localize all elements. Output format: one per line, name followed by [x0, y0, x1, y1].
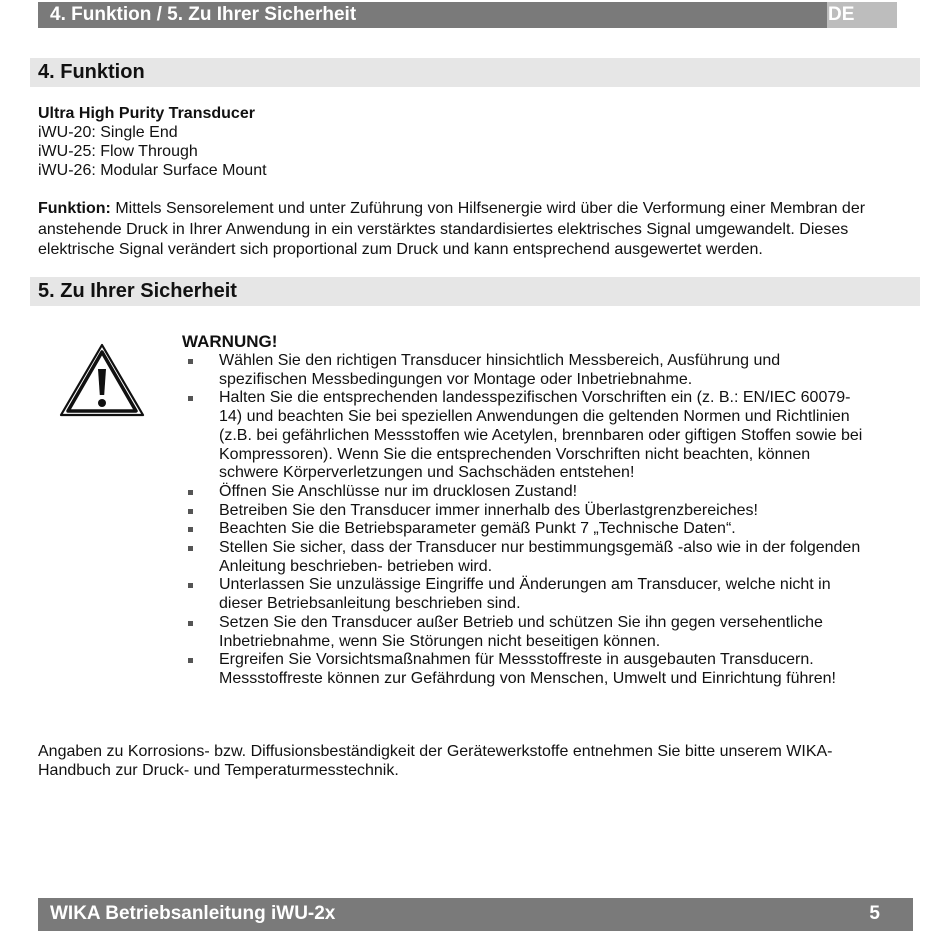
list-item: Betreiben Sie den Transducer immer innerhalb des Überlastgrenzbereiches! — [185, 502, 895, 521]
list-item: Halten Sie die entsprechenden landesspezifischen Vorschriften ein (z. B.: EN/IEC 60079- 14) und beachten Sie bei speziellen Anwendungen die geltenden Normen und Richtlinien (z.B. bei gefährlichen Messstoffen wie Acetylen, brennbaren oder giftigen Stoffen sowie bei Kompressoren). Wenn Sie die entsprechenden Vorschriften nicht beachten, können schwere Körperverletzungen und Sachschäden entstehen! — [185, 389, 895, 483]
list-item: Öffnen Sie Anschlüsse nur im drucklosen Zustand! — [185, 483, 895, 502]
section-heading-text: 5. Zu Ihrer Sicherheit — [38, 280, 237, 302]
note-paragraph — [38, 742, 908, 780]
bullet-square-icon — [188, 658, 193, 663]
section-heading-sicherheit — [30, 277, 920, 306]
model-list — [38, 104, 267, 180]
warning-triangle-icon — [58, 342, 146, 418]
list-item: Wählen Sie den richtigen Transducer hinsichtlich Messbereich, Ausführung und spezifischen Messbedingungen vor Montage oder Inbetriebnahme. — [185, 352, 895, 389]
safety-bullet-list — [185, 352, 895, 689]
page-header-title: 4. Funktion / 5. Zu Ihrer Sicherheit — [50, 4, 357, 25]
function-line: Funktion: Mittels Sensorelement und unter Zuführung von Hilfsenergie wird über die Verformung einer Membran der — [38, 200, 866, 217]
model-item: iWU-26: Modular Surface Mount — [38, 162, 267, 179]
footer-title: WIKA Betriebsanleitung iWU-2x — [50, 903, 336, 924]
bullet-square-icon — [188, 359, 193, 364]
note-line: Handbuch zur Druck- und Temperaturmesstechnik. — [38, 762, 399, 779]
function-label: Funktion: — [38, 200, 111, 217]
bullet-square-icon — [188, 546, 193, 551]
language-label: DE — [828, 4, 855, 25]
bullet-square-icon — [188, 509, 193, 514]
bullet-square-icon — [188, 583, 193, 588]
section-heading-text: 4. Funktion — [38, 61, 145, 83]
list-item: Stellen Sie sicher, dass der Transducer nur bestimmungsgemäß -also wie in der folgenden Anleitung beschrieben- betrieben wird. — [185, 539, 895, 576]
note-line: Angaben zu Korrosions- bzw. Diffusionsbeständigkeit der Gerätewerkstoffe entnehmen Sie bitte unserem WIKA- — [38, 743, 833, 760]
function-line: anstehende Druck in Ihrer Anwendung in ein verstärktes standardisiertes elektrisches Signal umgewandelt. Dieses — [38, 220, 849, 238]
function-paragraph — [38, 199, 908, 261]
list-item: Ergreifen Sie Vorsichtsmaßnahmen für Messstoffreste in ausgebauten Transducern. Messstoffreste können zur Gefährdung von Menschen, Umwelt und Einrichtung führen! — [185, 651, 895, 688]
page-header-bar — [38, 2, 897, 28]
product-title: Ultra High Purity Transducer — [38, 105, 255, 122]
language-tab — [827, 2, 897, 28]
model-item: iWU-20: Single End — [38, 124, 178, 141]
bullet-square-icon — [188, 490, 193, 495]
function-line: elektrische Signal verändert sich proportional zum Druck und kann entsprechend ausgewertet werden. — [38, 241, 763, 258]
page-number: 5 — [869, 903, 880, 924]
bullet-square-icon — [188, 527, 193, 532]
warning-title: WARNUNG! — [182, 332, 278, 351]
list-item: Beachten Sie die Betriebsparameter gemäß Punkt 7 „Technische Daten“. — [185, 520, 895, 539]
list-item: Setzen Sie den Transducer außer Betrieb und schützen Sie ihn gegen versehentliche Inbetriebnahme, wenn Sie Störungen nicht beseitigen können. — [185, 614, 895, 651]
bullet-square-icon — [188, 621, 193, 626]
list-item: Unterlassen Sie unzulässige Eingriffe und Änderungen am Transducer, welche nicht in dieser Betriebsanleitung beschrieben sind. — [185, 576, 895, 613]
model-item: iWU-25: Flow Through — [38, 143, 198, 160]
section-heading-funktion — [30, 58, 920, 87]
bullet-square-icon — [188, 396, 193, 401]
page-footer-bar — [38, 898, 913, 931]
